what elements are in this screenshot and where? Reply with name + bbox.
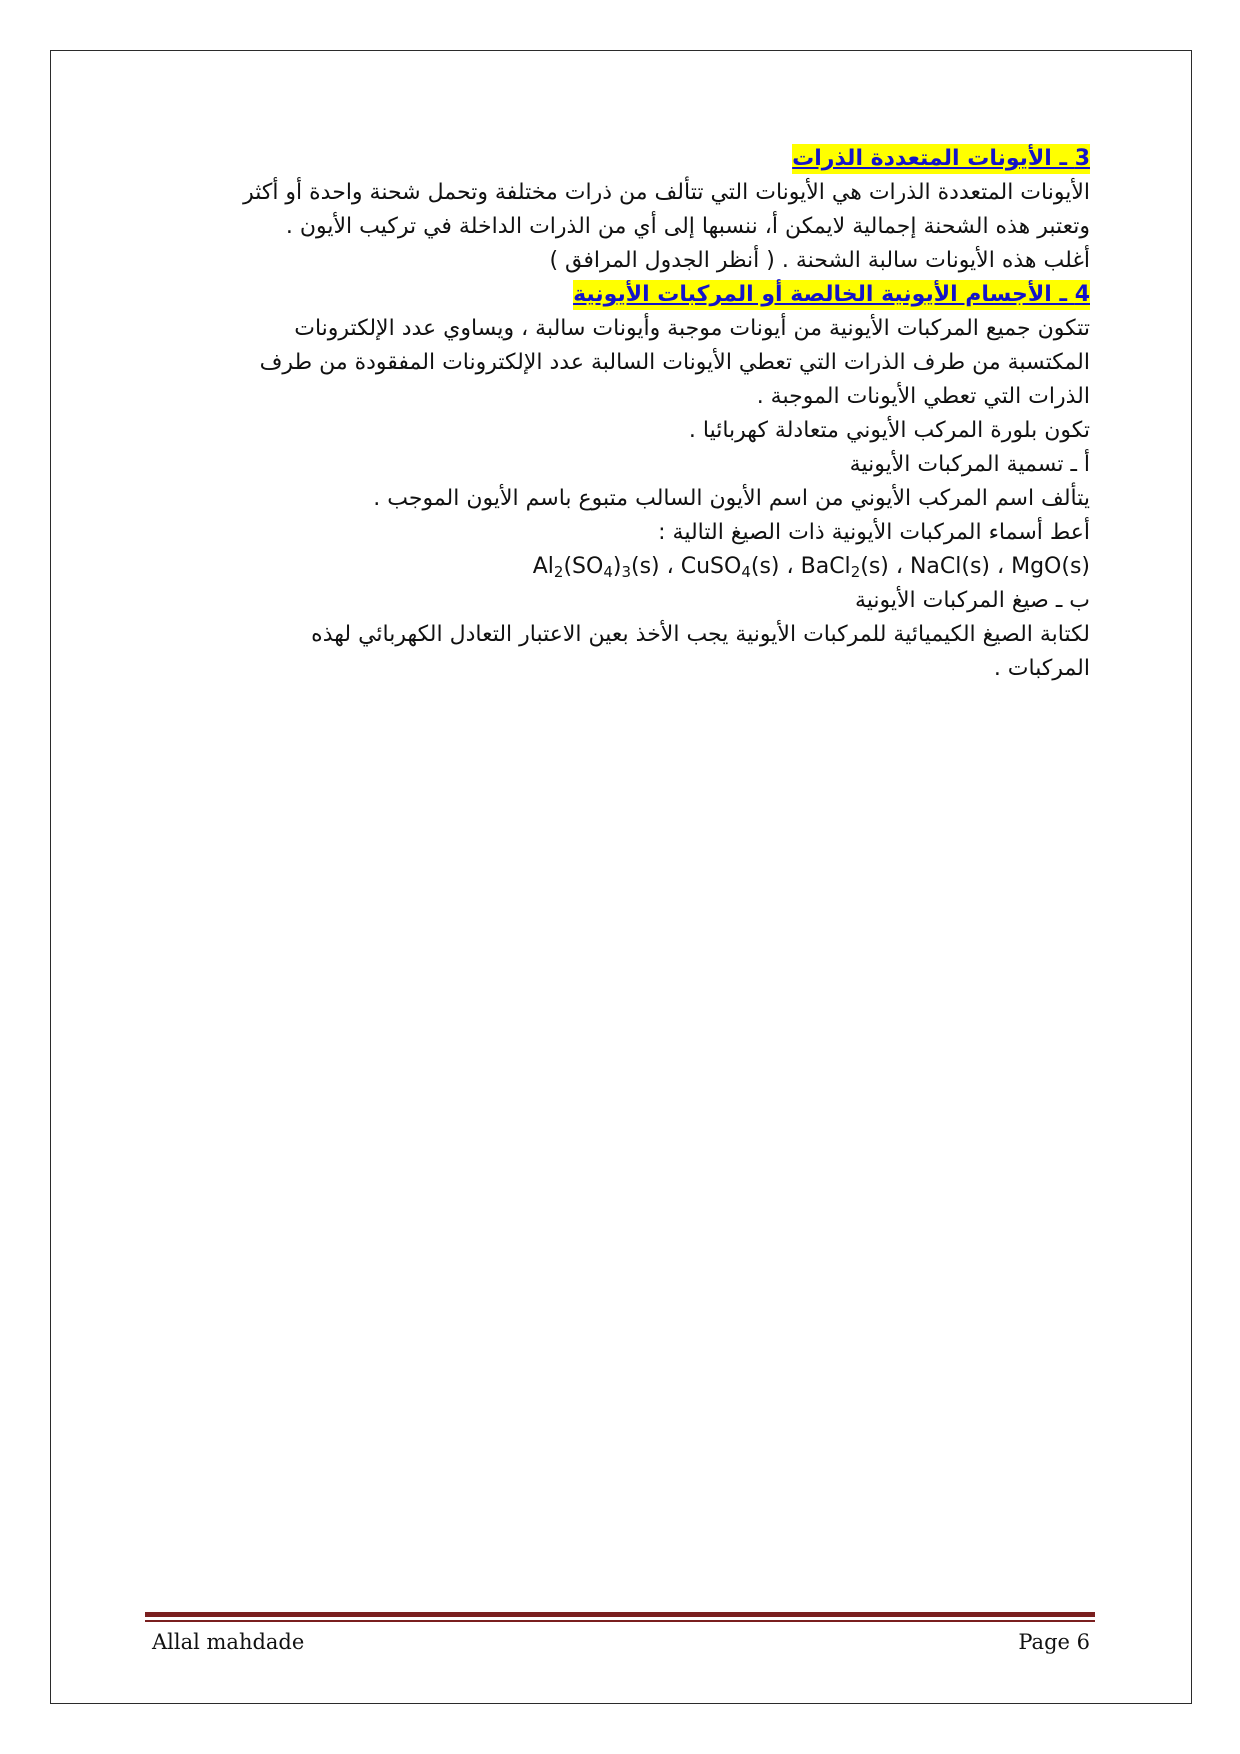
formula-mgo: MgO(s) [1011, 554, 1090, 579]
section-3-heading: 3 ـ الأيونات المتعددة الذرات [792, 144, 1090, 174]
formula-list [140, 550, 1090, 584]
formula-separator: ، [779, 554, 801, 579]
footer-rule-thin [145, 1620, 1095, 1622]
subheading-formulas: ب ـ صيغ المركبات الأيونية [854, 588, 1090, 613]
exercise-prompt: أعط أسماء المركبات الأيونية ذات الصيغ التالية : [658, 520, 1090, 545]
section-4-line-4: تكون بلورة المركب الأيوني متعادلة كهربائيا . [688, 418, 1090, 443]
formula-separator: ، [888, 554, 910, 579]
subheading-naming: أ ـ تسمية المركبات الأيونية [849, 452, 1090, 477]
footer-rule-thick [145, 1612, 1095, 1617]
section-3-line-1: الأيونات المتعددة الذرات هي الأيونات التي تتألف من ذرات مختلفة وتحمل شحنة واحدة أو أكثر [243, 180, 1090, 205]
section-3-heading-row [140, 142, 1090, 176]
footer-author: Allal mahdade [152, 1630, 305, 1654]
footer-page-number: Page 6 [1018, 1630, 1090, 1654]
section-3-line-2: وتعتبر هذه الشحنة إجمالية لايمكن أ، ننسبها إلى أي من الذرات الداخلة في تركيب الأيون . [285, 214, 1090, 239]
section-3-line-3: أغلب هذه الأيونات سالبة الشحنة . ( أنظر الجدول المرافق ) [549, 248, 1090, 273]
formula-al2so43: $Al_2(SO_4)_3(s)$ [532, 554, 660, 581]
section-4-heading-row [140, 278, 1090, 312]
formula-separator: ، [659, 554, 681, 579]
document-body [140, 142, 1090, 686]
formula-separator: ، [990, 554, 1012, 579]
section-4-line-1: تتكون جميع المركبات الأيونية من أيونات موجبة وأيونات سالبة ، ويساوي عدد الإلكترونات [294, 316, 1090, 341]
section-4-line-2: المكتسبة من طرف الذرات التي تعطي الأيونات السالبة عدد الإلكترونات المفقودة من طرف [259, 350, 1090, 375]
section-4-line-last-2: المركبات . [993, 656, 1090, 681]
section-4-line-3: الذرات التي تعطي الأيونات الموجبة . [756, 384, 1090, 409]
formula-bacl2: BaCl$_2$(s) [800, 554, 889, 581]
formula-cuso4: CuSO$_4$(s) [680, 554, 780, 581]
section-4-line-last-1: لكتابة الصيغ الكيميائية للمركبات الأيونية يجب الأخذ بعين الاعتبار التعادل الكهربائي لهذه [311, 622, 1090, 647]
formula-nacl: NaCl(s) [909, 554, 991, 579]
section-4-heading: 4 ـ الأجسام الأيونية الخالصة أو المركبات الأيونية [573, 280, 1090, 310]
section-4-line-6: يتألف اسم المركب الأيوني من اسم الأيون السالب متبوع باسم الأيون الموجب . [373, 486, 1090, 511]
